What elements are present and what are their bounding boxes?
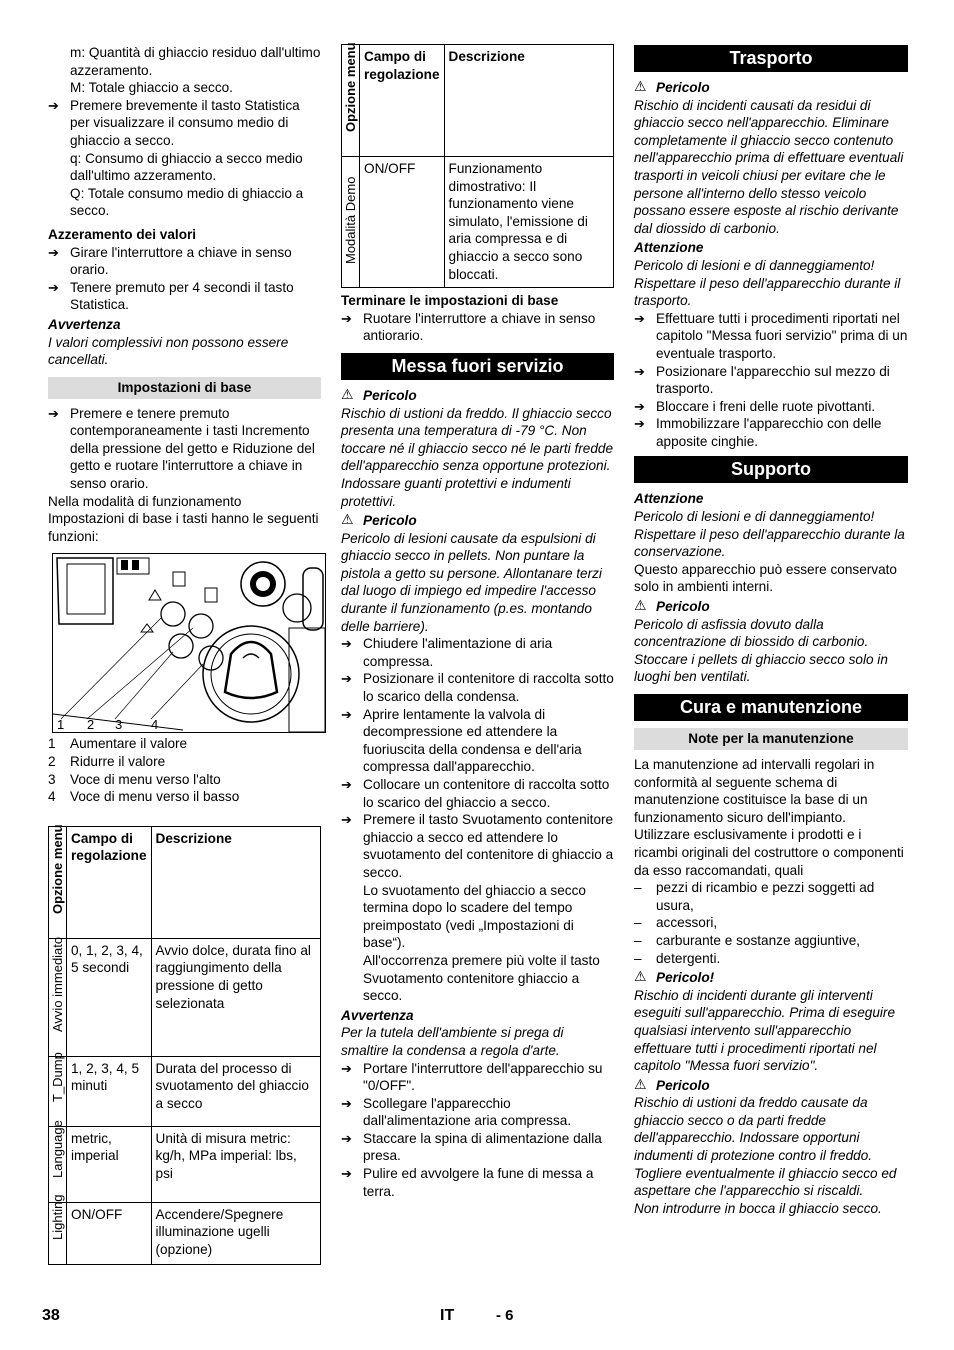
intro-line-2: M: Totale ghiaccio a secco. [70, 80, 233, 96]
reset-heading: Azzeramento dei valori [48, 226, 197, 242]
parts-list-item: – detergenti. [634, 950, 908, 968]
end-settings-heading: Terminare le impostazioni di base [341, 293, 559, 309]
table-row [49, 938, 321, 1056]
section-title-maintenance: Cura e manutenzione [634, 694, 908, 721]
option-cell: Avvio immediato [49, 938, 67, 1056]
transport-step: ➔ Posizionare l'apparecchio sul mezzo di trasporto. [634, 363, 908, 398]
decommission-step: ➔ Staccare la spina di alimentazione dalla presa. [341, 1130, 614, 1165]
header-field: Campo di regolazione [67, 826, 152, 938]
legend-item: 2 Ridurre il valore [48, 754, 166, 770]
control-panel-figure [52, 553, 326, 733]
danger-text: Rischio di incidenti durante gli interventi eseguiti sull'apparecchio. Prima di eseguire qualsiasi intervento sull'apparecchio effettuare tutti i procedimenti riportati nel capitolo "Messa fuori servizio". [634, 987, 896, 1074]
decommission-step-note: All'occorrenza premere più volte il tasto Svuotamento contenitore ghiaccio a secco. [363, 952, 600, 1004]
settings-table [48, 826, 321, 1265]
column-2 [341, 44, 614, 1200]
field-cell: 0, 1, 2, 3, 4, 5 secondi [67, 938, 152, 1056]
danger-text: Rischio di incidenti causati da residui di ghiaccio secco nell'apparecchio. Eliminare completamente il ghiaccio secco contenuto nell'apparecchio prima di effettuare eventuali trasporti in veicoli chiusi per evitare che le persone all'interno dello stesso veicolo possano essere esposte al rischio derivante dal diossido di carbonio. [634, 97, 904, 236]
step-statistica: ➔ Premere brevemente il tasto Statistica per visualizzare il consumo medio di ghiaccio a secco. [48, 97, 321, 150]
danger-title: ⚠ Pericolo [634, 78, 710, 95]
attention-text: Pericolo di lesioni e di danneggiamento! Rispettare il peso dell'apparecchio durante il trasporto. [634, 257, 901, 309]
warning-icon: ⚠ [634, 1075, 647, 1092]
danger-text: Pericolo di lesioni causate da espulsioni di ghiaccio secco in pellets. Non puntare la pistola a getto su persone. Allontanare terzi dal luogo di impiego ed impedire l'accesso durante il funzionamento (p.es. montando delle barriere). [341, 530, 602, 634]
figure-number-3: 3 [115, 717, 123, 733]
header-option: Opzione menu [49, 826, 67, 938]
danger-title: ⚠ Pericolo [341, 511, 417, 529]
decommission-step: ➔ Scollegare l'apparecchio dall'alimentazione aria compressa. [341, 1095, 614, 1130]
transport-step: ➔ Immobilizzare l'apparecchio con delle apposite cinghie. [634, 415, 908, 450]
figure-number-2: 2 [87, 717, 95, 733]
field-cell: ON/OFF [360, 157, 445, 288]
header-field: Campo di regolazione [360, 45, 445, 157]
note-title: Avvertenza [341, 1007, 414, 1023]
maintenance-text: Utilizzare esclusivamente i prodotti e i ricambi originali del costruttore o componenti da esso raccomandati, quali [634, 827, 904, 878]
option-cell: Modalità Demo [342, 157, 360, 288]
basic-step: ➔ Premere e tenere premuto contemporaneamente i tasti Incremento della pressione del getto e Riduzione del getto e ruotare l'interruttore a chiave in senso orario. [48, 405, 321, 493]
storage-text: Questo apparecchio può essere conservato solo in ambienti interni. [634, 561, 897, 595]
warning-icon: ⚠ [634, 78, 647, 94]
demo-table [341, 44, 614, 288]
header-option: Opzione menu [342, 45, 360, 157]
danger-title: ⚠ Pericolo [341, 385, 417, 403]
description-cell: Funzionamento dimostrativo: Il funzionamento viene simulato, l'emissione di aria compressa e di ghiaccio a secco sono bloccati. [444, 157, 613, 288]
decommission-step: ➔ Premere il tasto Svuotamento contenitore ghiaccio a secco ed attendere lo svuotamento del contenitore di ghiaccio a secco. [341, 811, 614, 881]
table-row [342, 157, 614, 288]
decommission-step: ➔ Collocare un contenitore di raccolta sotto lo scarico del ghiaccio a secco. [341, 776, 614, 811]
option-cell: Lighting [49, 1202, 67, 1264]
section-title-transport: Trasporto [634, 45, 908, 72]
parts-list-item: – pezzi di ricambio e pezzi soggetti ad usura, [634, 879, 908, 914]
parts-list-item: – carburante e sostanze aggiuntive, [634, 932, 908, 950]
legend-item: 4 Voce di menu verso il basso [48, 789, 240, 805]
transport-step: ➔ Bloccare i freni delle ruote pivottanti. [634, 398, 908, 416]
danger-text: Non introdurre in bocca il ghiaccio secco. [634, 1200, 882, 1216]
decommission-step: ➔ Pulire ed avvolgere la fune di messa a terra. [341, 1165, 614, 1200]
danger-text: Pericolo di asfissia dovuto dalla concentrazione di biossido di carbonio. Stoccare i pellets di ghiaccio secco solo in luoghi ben ventilati. [634, 616, 888, 685]
basic-text: Nella modalità di funzionamento Impostazioni di base i tasti hanno le seguenti funzioni: [48, 493, 319, 544]
reset-step-2: ➔ Tenere premuto per 4 secondi il tasto Statistica. [48, 279, 321, 314]
description-cell: Durata del processo di svuotamento del ghiaccio a secco [151, 1056, 320, 1126]
decommission-step: ➔ Portare l'interruttore dell'apparecchio su "0/OFF". [341, 1060, 614, 1095]
legend-item: 3 Voce di menu verso l'alto [48, 771, 221, 787]
danger-text: Rischio di ustioni da freddo. Il ghiaccio secco presenta una temperatura di -79 °C. Non toccare né il ghiaccio secco né le parti fredde dell'apparecchio senza opportune protezioni. Indossare guanti protettivi e indumenti protettivi. [341, 405, 614, 509]
warning-icon: ⚠ [341, 511, 354, 528]
danger-title: ⚠ Pericolo [634, 597, 710, 615]
attention-title: Attenzione [634, 491, 704, 507]
reset-step-1: ➔ Girare l'interruttore a chiave in senso orario. [48, 244, 321, 279]
intro-line-1: m: Quantità di ghiaccio residuo dall'ultimo azzeramento. [70, 45, 321, 78]
decommission-step: ➔ Aprire lentamente la valvola di decompressione ed attendere la fuoriuscita della condensa e dell'aria compressa dall'apparecchio. [341, 706, 614, 776]
warning-icon: ⚠ [634, 968, 647, 985]
description-cell: Avvio dolce, durata fino al raggiungimento della pressione di getto selezionata [151, 938, 320, 1056]
description-cell: Accendere/Spegnere illuminazione ugelli (opzione) [151, 1202, 320, 1264]
table-header-row [342, 45, 614, 157]
column-1 [48, 44, 321, 1265]
figure-number-1: 1 [57, 717, 65, 733]
page-number: 38 [42, 1307, 60, 1324]
note-text: Per la tutela dell'ambiente si prega di smaltire la condensa a regola d'arte. [341, 1025, 564, 1058]
maintenance-text: La manutenzione ad intervalli regolari in conformità al seguente schema di manutenzione costituisce la base di un funzionamento sicuro dell'impianto. [634, 757, 875, 825]
control-panel-drawing [53, 554, 325, 732]
field-cell: metric, imperial [67, 1126, 152, 1202]
warning-icon: ⚠ [634, 597, 647, 614]
table-row [49, 1056, 321, 1126]
table-header-row [49, 826, 321, 938]
basic-settings-heading: Impostazioni di base [48, 377, 321, 399]
sub-page-number: - 6 [496, 1307, 514, 1324]
section-title-decommissioning: Messa fuori servizio [341, 353, 614, 380]
section-title-storage: Supporto [634, 456, 908, 483]
table-row [49, 1126, 321, 1202]
figure-number-4: 4 [151, 717, 159, 733]
parts-list-item: – accessori, [634, 914, 908, 932]
table-row [49, 1202, 321, 1264]
option-cell: Language [49, 1126, 67, 1202]
transport-step: ➔ Effettuare tutti i procedimenti riportati nel capitolo "Messa fuori servizio" prima di un eventuale trasporto. [634, 310, 908, 363]
danger-title: ⚠ Pericolo [634, 1075, 710, 1093]
attention-text: Pericolo di lesioni e di danneggiamento! Rispettare il peso dell'apparecchio durante la conservazione. [634, 509, 905, 560]
stat-line-1: q: Consumo di ghiaccio a secco medio dall'ultimo azzeramento. [70, 150, 303, 184]
field-cell: ON/OFF [67, 1202, 152, 1264]
header-description: Descrizione [151, 826, 320, 938]
field-cell: 1, 2, 3, 4, 5 minuti [67, 1056, 152, 1126]
decommission-step: ➔ Posizionare il contenitore di raccolta sotto lo scarico della condensa. [341, 670, 614, 705]
legend-item: 1 Aumentare il valore [48, 736, 188, 752]
decommission-step: ➔ Chiudere l'alimentazione di aria compressa. [341, 635, 614, 670]
legend-list [48, 735, 321, 805]
header-description: Descrizione [444, 45, 613, 157]
stat-line-2: Q: Totale consumo medio di ghiaccio a secco. [70, 185, 304, 219]
note-text: I valori complessivi non possono essere cancellati. [48, 334, 289, 368]
note-title: Avvertenza [48, 316, 121, 332]
warning-icon: ⚠ [341, 385, 354, 402]
danger-text: Rischio di ustioni da freddo causate da ghiaccio secco o da parti fredde dell'apparecchio. Indossare opportuni indumenti di protezione contro il freddo. Togliere eventualmente il ghiaccio secco ed aspettare che l'apparecchio si riscaldi. [634, 1095, 897, 1199]
column-3 [634, 44, 908, 1217]
maintenance-notes-heading: Note per la manutenzione [634, 728, 908, 750]
danger-title: ⚠ Pericolo! [634, 968, 715, 986]
decommission-step-note: Lo svuotamento del ghiaccio a secco termina dopo lo scadere del tempo preimpostato (vedi „Impostazioni di base“). [363, 882, 586, 951]
option-cell: T_Dump [49, 1056, 67, 1126]
description-cell: Unità di misura metric: kg/h, MPa imperial: lbs, psi [151, 1126, 320, 1202]
language-code: IT [440, 1307, 455, 1324]
end-settings-step: ➔ Ruotare l'interruttore a chiave in senso antiorario. [341, 310, 614, 345]
attention-title: Attenzione [634, 240, 704, 256]
